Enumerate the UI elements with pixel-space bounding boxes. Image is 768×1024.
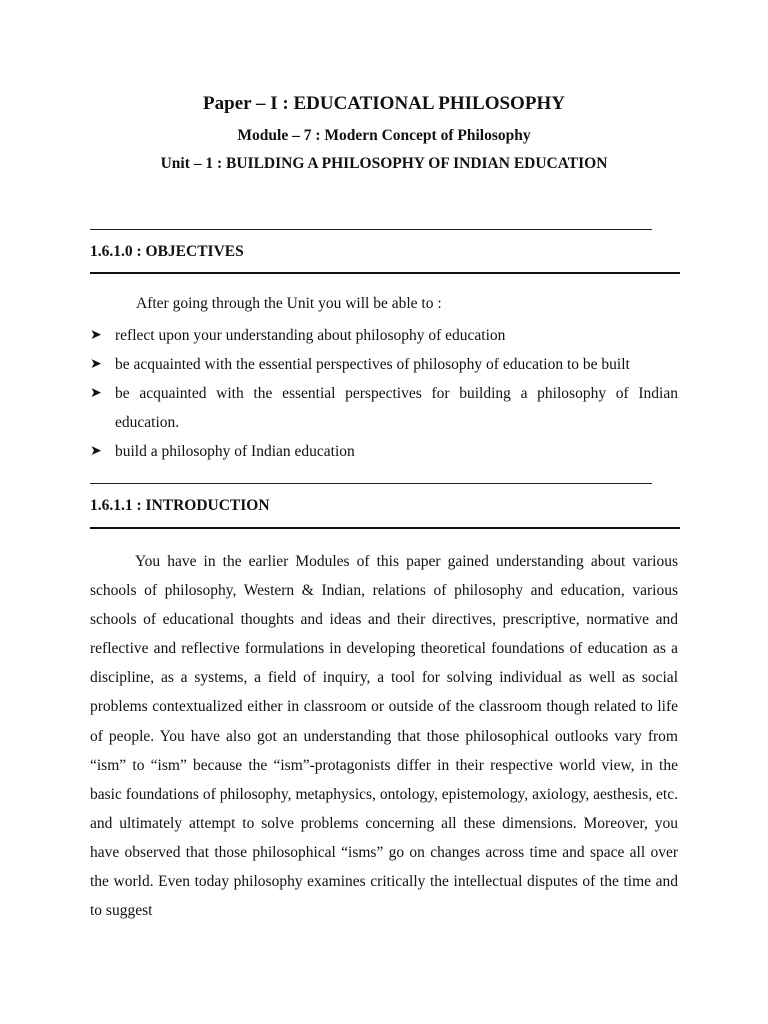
arrow-bullet-icon: ➤ — [90, 357, 102, 372]
list-item — [90, 437, 678, 466]
objective-text: reflect upon your understanding about philosophy of education — [115, 327, 506, 344]
introduction-paragraph: You have in the earlier Modules of this paper gained understanding about various schools of philosophy, Western & Indian, relations of philosophy and education, various schools of educational thoughts and ideas and their directives, prescriptive, normative and reflective and reflective formulations in developing theoretical foundations of education as a discipline, as a systems, a field of inquiry, a tool for solving individual as well as social problems contextualized either in classroom or outside of the classroom though related to life of people. You have also got an understanding that those philosophical outlooks vary from “ism” to “ism” because the “ism”-protagonists differ in their respective world view, in the basic foundations of philosophy, metaphysics, ontology, epistemology, axiology, aesthesis, etc. and ultimately attempt to solve problems concerning all these dimensions. Moreover, you have observed that those philosophical “isms” go on changes across time and space all over the world. Even today philosophy examines critically the intellectual disputes of the time and to suggest — [90, 553, 678, 920]
objective-text: be acquainted with the essential perspectives for building a philosophy of Indian education. — [115, 385, 678, 431]
arrow-bullet-icon: ➤ — [90, 444, 102, 459]
objectives-lead: After going through the Unit you will be able to : — [136, 295, 442, 312]
unit-title: Unit – 1 : BUILDING A PHILOSOPHY OF INDIAN EDUCATION — [160, 155, 608, 172]
objectives-list — [90, 321, 678, 466]
introduction-underline — [90, 527, 680, 529]
list-item — [90, 379, 678, 437]
list-item — [90, 321, 678, 350]
introduction-heading: 1.6.1.1 : INTRODUCTION — [90, 497, 270, 514]
arrow-bullet-icon: ➤ — [90, 328, 102, 343]
section-divider-middle — [90, 483, 652, 484]
module-title: Module – 7 : Modern Concept of Philosophy — [237, 127, 531, 144]
list-item — [90, 350, 678, 379]
objective-text: be acquainted with the essential perspectives of philosophy of education to be built — [115, 356, 630, 373]
arrow-bullet-icon: ➤ — [90, 386, 102, 401]
objective-text: build a philosophy of Indian education — [115, 443, 355, 460]
section-divider-top — [90, 229, 652, 230]
objectives-heading: 1.6.1.0 : OBJECTIVES — [90, 243, 244, 260]
objectives-underline — [90, 272, 680, 274]
paper-title: Paper – I : EDUCATIONAL PHILOSOPHY — [203, 93, 565, 114]
